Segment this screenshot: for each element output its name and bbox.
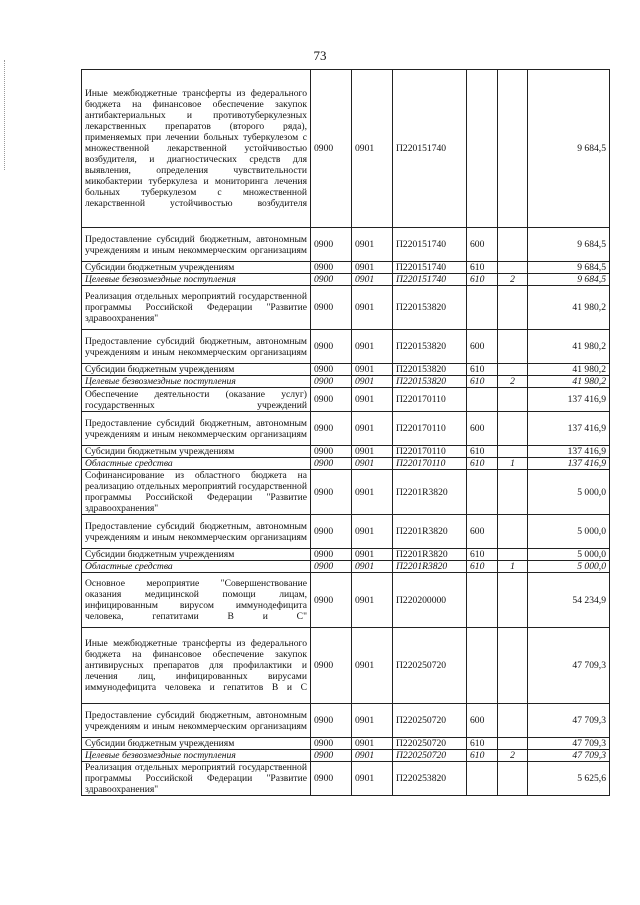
row-subsection-code: 0901 bbox=[352, 446, 393, 458]
row-expense-type: 610 bbox=[467, 549, 498, 561]
row-amount: 5 000,0 bbox=[528, 561, 610, 573]
row-funding-source bbox=[498, 228, 528, 262]
row-amount: 41 980,2 bbox=[528, 376, 610, 388]
row-target-article: П220170110 bbox=[393, 458, 467, 470]
row-target-article: П220253820 bbox=[393, 762, 467, 796]
row-section-code: 0900 bbox=[311, 549, 352, 561]
row-target-article: П220170110 bbox=[393, 412, 467, 446]
row-target-article: П220153820 bbox=[393, 330, 467, 364]
row-expense-type: 610 bbox=[467, 738, 498, 750]
row-name: Субсидии бюджетным учреждениям bbox=[82, 549, 311, 561]
row-name: Обеспечение деятельности (оказание услуг) государственных учреждений bbox=[82, 388, 311, 412]
row-funding-source bbox=[498, 262, 528, 274]
row-expense-type: 600 bbox=[467, 515, 498, 549]
row-amount: 47 709,3 bbox=[528, 704, 610, 738]
row-funding-source: 1 bbox=[498, 458, 528, 470]
row-expense-type: 600 bbox=[467, 704, 498, 738]
row-subsection-code: 0901 bbox=[352, 458, 393, 470]
budget-table bbox=[81, 69, 610, 796]
row-target-article: П220153820 bbox=[393, 364, 467, 376]
row-amount: 5 000,0 bbox=[528, 470, 610, 515]
table-row bbox=[82, 388, 610, 412]
row-name: Областные средства bbox=[82, 561, 311, 573]
row-funding-source bbox=[498, 330, 528, 364]
row-section-code: 0900 bbox=[311, 515, 352, 549]
row-funding-source bbox=[498, 364, 528, 376]
row-amount: 5 000,0 bbox=[528, 515, 610, 549]
row-subsection-code: 0901 bbox=[352, 738, 393, 750]
row-expense-type bbox=[467, 388, 498, 412]
row-section-code: 0900 bbox=[311, 738, 352, 750]
row-section-code: 0900 bbox=[311, 330, 352, 364]
row-amount: 47 709,3 bbox=[528, 628, 610, 704]
row-subsection-code: 0901 bbox=[352, 412, 393, 446]
row-target-article: П2201R3820 bbox=[393, 470, 467, 515]
table-row bbox=[82, 561, 610, 573]
row-section-code: 0900 bbox=[311, 388, 352, 412]
row-section-code: 0900 bbox=[311, 458, 352, 470]
row-funding-source: 1 bbox=[498, 561, 528, 573]
row-expense-type bbox=[467, 573, 498, 628]
row-target-article: П220151740 bbox=[393, 70, 467, 228]
row-subsection-code: 0901 bbox=[352, 330, 393, 364]
row-subsection-code: 0901 bbox=[352, 762, 393, 796]
table-row bbox=[82, 515, 610, 549]
table-row bbox=[82, 364, 610, 376]
row-amount: 137 416,9 bbox=[528, 446, 610, 458]
row-name: Предоставление субсидий бюджетным, автономным учреждениям и иным некоммерческим организациям bbox=[82, 515, 311, 549]
table-row bbox=[82, 704, 610, 738]
row-section-code: 0900 bbox=[311, 561, 352, 573]
table-row bbox=[82, 228, 610, 262]
table-row bbox=[82, 750, 610, 762]
table-row bbox=[82, 274, 610, 286]
row-funding-source: 2 bbox=[498, 274, 528, 286]
row-funding-source bbox=[498, 70, 528, 228]
margin-binding-mark bbox=[4, 60, 11, 170]
row-section-code: 0900 bbox=[311, 628, 352, 704]
row-expense-type: 610 bbox=[467, 446, 498, 458]
row-section-code: 0900 bbox=[311, 470, 352, 515]
row-section-code: 0900 bbox=[311, 364, 352, 376]
row-name: Целевые безвозмездные поступления bbox=[82, 274, 311, 286]
page-number: 73 bbox=[313, 48, 327, 63]
row-amount: 9 684,5 bbox=[528, 70, 610, 228]
table-row bbox=[82, 628, 610, 704]
table-row bbox=[82, 446, 610, 458]
row-target-article: П220250720 bbox=[393, 738, 467, 750]
row-section-code: 0900 bbox=[311, 274, 352, 286]
row-target-article: П220153820 bbox=[393, 376, 467, 388]
row-expense-type: 600 bbox=[467, 330, 498, 364]
table-row bbox=[82, 573, 610, 628]
row-amount: 41 980,2 bbox=[528, 330, 610, 364]
row-expense-type: 610 bbox=[467, 376, 498, 388]
row-funding-source bbox=[498, 286, 528, 330]
row-name: Иные межбюджетные трансферты из федерального бюджета на финансовое обеспечение закупок антивирусных препаратов для профилактики и лечения лиц, инфицированных вирусами иммунодефицита человека и гепатитов В и С bbox=[82, 628, 311, 704]
row-expense-type bbox=[467, 286, 498, 330]
row-amount: 47 709,3 bbox=[528, 738, 610, 750]
row-expense-type bbox=[467, 470, 498, 515]
row-subsection-code: 0901 bbox=[352, 70, 393, 228]
row-section-code: 0900 bbox=[311, 262, 352, 274]
row-name: Иные межбюджетные трансферты из федерального бюджета на финансовое обеспечение закупок антибактериальных и противотуберкулезных лекарственных препаратов (второго ряда), применяемых при лечении больных туберкулезом с множественной лекарственной устойчивостью возбудителя, и диагностических средств для выявления, определения чувствительности микобактерии туберкулеза и мониторинга лечения больных туберкулезом с множественной лекарственной устойчивостью возбудителя bbox=[82, 70, 311, 228]
row-name: Основное мероприятие "Совершенствование оказания медицинской помощи лицам, инфицированным вирусом иммунодефицита человека, гепатитами В и С" bbox=[82, 573, 311, 628]
table-row bbox=[82, 738, 610, 750]
row-section-code: 0900 bbox=[311, 228, 352, 262]
table-row bbox=[82, 376, 610, 388]
table-row bbox=[82, 262, 610, 274]
row-amount: 5 000,0 bbox=[528, 549, 610, 561]
row-subsection-code: 0901 bbox=[352, 573, 393, 628]
row-subsection-code: 0901 bbox=[352, 364, 393, 376]
row-target-article: П220250720 bbox=[393, 704, 467, 738]
row-section-code: 0900 bbox=[311, 704, 352, 738]
row-section-code: 0900 bbox=[311, 412, 352, 446]
row-amount: 137 416,9 bbox=[528, 458, 610, 470]
row-funding-source bbox=[498, 515, 528, 549]
row-funding-source bbox=[498, 704, 528, 738]
row-funding-source bbox=[498, 628, 528, 704]
row-expense-type: 610 bbox=[467, 262, 498, 274]
row-target-article: П220151740 bbox=[393, 228, 467, 262]
row-amount: 9 684,5 bbox=[528, 262, 610, 274]
row-section-code: 0900 bbox=[311, 573, 352, 628]
row-name: Предоставление субсидий бюджетным, автономным учреждениям и иным некоммерческим организациям bbox=[82, 228, 311, 262]
row-expense-type bbox=[467, 70, 498, 228]
row-target-article: П220151740 bbox=[393, 274, 467, 286]
row-subsection-code: 0901 bbox=[352, 628, 393, 704]
row-name: Субсидии бюджетным учреждениям bbox=[82, 446, 311, 458]
row-subsection-code: 0901 bbox=[352, 286, 393, 330]
table-row bbox=[82, 549, 610, 561]
row-amount: 54 234,9 bbox=[528, 573, 610, 628]
row-name: Предоставление субсидий бюджетным, автономным учреждениям и иным некоммерческим организациям bbox=[82, 704, 311, 738]
table-row bbox=[82, 412, 610, 446]
row-expense-type: 610 bbox=[467, 750, 498, 762]
row-name: Субсидии бюджетным учреждениям bbox=[82, 738, 311, 750]
row-amount: 41 980,2 bbox=[528, 364, 610, 376]
row-subsection-code: 0901 bbox=[352, 274, 393, 286]
row-name: Софинансирование из областного бюджета на реализацию отдельных мероприятий государственной программы Российской Федерации "Развитие здравоохранения" bbox=[82, 470, 311, 515]
row-name: Целевые безвозмездные поступления bbox=[82, 750, 311, 762]
table-row bbox=[82, 458, 610, 470]
budget-table-body bbox=[82, 70, 610, 796]
row-name: Областные средства bbox=[82, 458, 311, 470]
row-subsection-code: 0901 bbox=[352, 515, 393, 549]
table-row bbox=[82, 330, 610, 364]
row-name: Реализация отдельных мероприятий государственной программы Российской Федерации "Развитие здравоохранения" bbox=[82, 762, 311, 796]
row-funding-source bbox=[498, 412, 528, 446]
row-target-article: П2201R3820 bbox=[393, 515, 467, 549]
row-section-code: 0900 bbox=[311, 70, 352, 228]
row-expense-type: 610 bbox=[467, 458, 498, 470]
row-expense-type: 600 bbox=[467, 412, 498, 446]
row-funding-source bbox=[498, 470, 528, 515]
row-amount: 47 709,3 bbox=[528, 750, 610, 762]
row-subsection-code: 0901 bbox=[352, 470, 393, 515]
row-target-article: П220153820 bbox=[393, 286, 467, 330]
table-row bbox=[82, 70, 610, 228]
row-section-code: 0900 bbox=[311, 286, 352, 330]
row-section-code: 0900 bbox=[311, 446, 352, 458]
row-name: Субсидии бюджетным учреждениям bbox=[82, 262, 311, 274]
row-expense-type: 610 bbox=[467, 364, 498, 376]
row-subsection-code: 0901 bbox=[352, 750, 393, 762]
row-name: Целевые безвозмездные поступления bbox=[82, 376, 311, 388]
row-section-code: 0900 bbox=[311, 762, 352, 796]
row-target-article: П2201R3820 bbox=[393, 549, 467, 561]
row-target-article: П220250720 bbox=[393, 750, 467, 762]
row-funding-source bbox=[498, 446, 528, 458]
row-funding-source bbox=[498, 549, 528, 561]
row-expense-type: 610 bbox=[467, 274, 498, 286]
row-target-article: П220151740 bbox=[393, 262, 467, 274]
row-funding-source bbox=[498, 762, 528, 796]
row-subsection-code: 0901 bbox=[352, 228, 393, 262]
row-subsection-code: 0901 bbox=[352, 376, 393, 388]
row-section-code: 0900 bbox=[311, 376, 352, 388]
row-subsection-code: 0901 bbox=[352, 561, 393, 573]
row-funding-source bbox=[498, 388, 528, 412]
row-amount: 41 980,2 bbox=[528, 286, 610, 330]
row-expense-type: 610 bbox=[467, 561, 498, 573]
row-amount: 137 416,9 bbox=[528, 412, 610, 446]
row-name: Предоставление субсидий бюджетным, автономным учреждениям и иным некоммерческим организациям bbox=[82, 330, 311, 364]
table-row bbox=[82, 762, 610, 796]
table-row bbox=[82, 470, 610, 515]
row-target-article: П2201R3820 bbox=[393, 561, 467, 573]
row-funding-source: 2 bbox=[498, 376, 528, 388]
row-name: Субсидии бюджетным учреждениям bbox=[82, 364, 311, 376]
row-funding-source bbox=[498, 573, 528, 628]
row-expense-type bbox=[467, 628, 498, 704]
row-expense-type bbox=[467, 762, 498, 796]
row-amount: 9 684,5 bbox=[528, 228, 610, 262]
row-subsection-code: 0901 bbox=[352, 549, 393, 561]
row-target-article: П220170110 bbox=[393, 446, 467, 458]
row-target-article: П220250720 bbox=[393, 628, 467, 704]
row-subsection-code: 0901 bbox=[352, 388, 393, 412]
table-row bbox=[82, 286, 610, 330]
row-funding-source: 2 bbox=[498, 750, 528, 762]
row-expense-type: 600 bbox=[467, 228, 498, 262]
row-amount: 5 625,6 bbox=[528, 762, 610, 796]
row-target-article: П220200000 bbox=[393, 573, 467, 628]
row-amount: 9 684,5 bbox=[528, 274, 610, 286]
row-name: Реализация отдельных мероприятий государственной программы Российской Федерации "Развитие здравоохранения" bbox=[82, 286, 311, 330]
row-section-code: 0900 bbox=[311, 750, 352, 762]
row-amount: 137 416,9 bbox=[528, 388, 610, 412]
row-funding-source bbox=[498, 738, 528, 750]
row-target-article: П220170110 bbox=[393, 388, 467, 412]
row-subsection-code: 0901 bbox=[352, 704, 393, 738]
row-subsection-code: 0901 bbox=[352, 262, 393, 274]
row-name: Предоставление субсидий бюджетным, автономным учреждениям и иным некоммерческим организациям bbox=[82, 412, 311, 446]
